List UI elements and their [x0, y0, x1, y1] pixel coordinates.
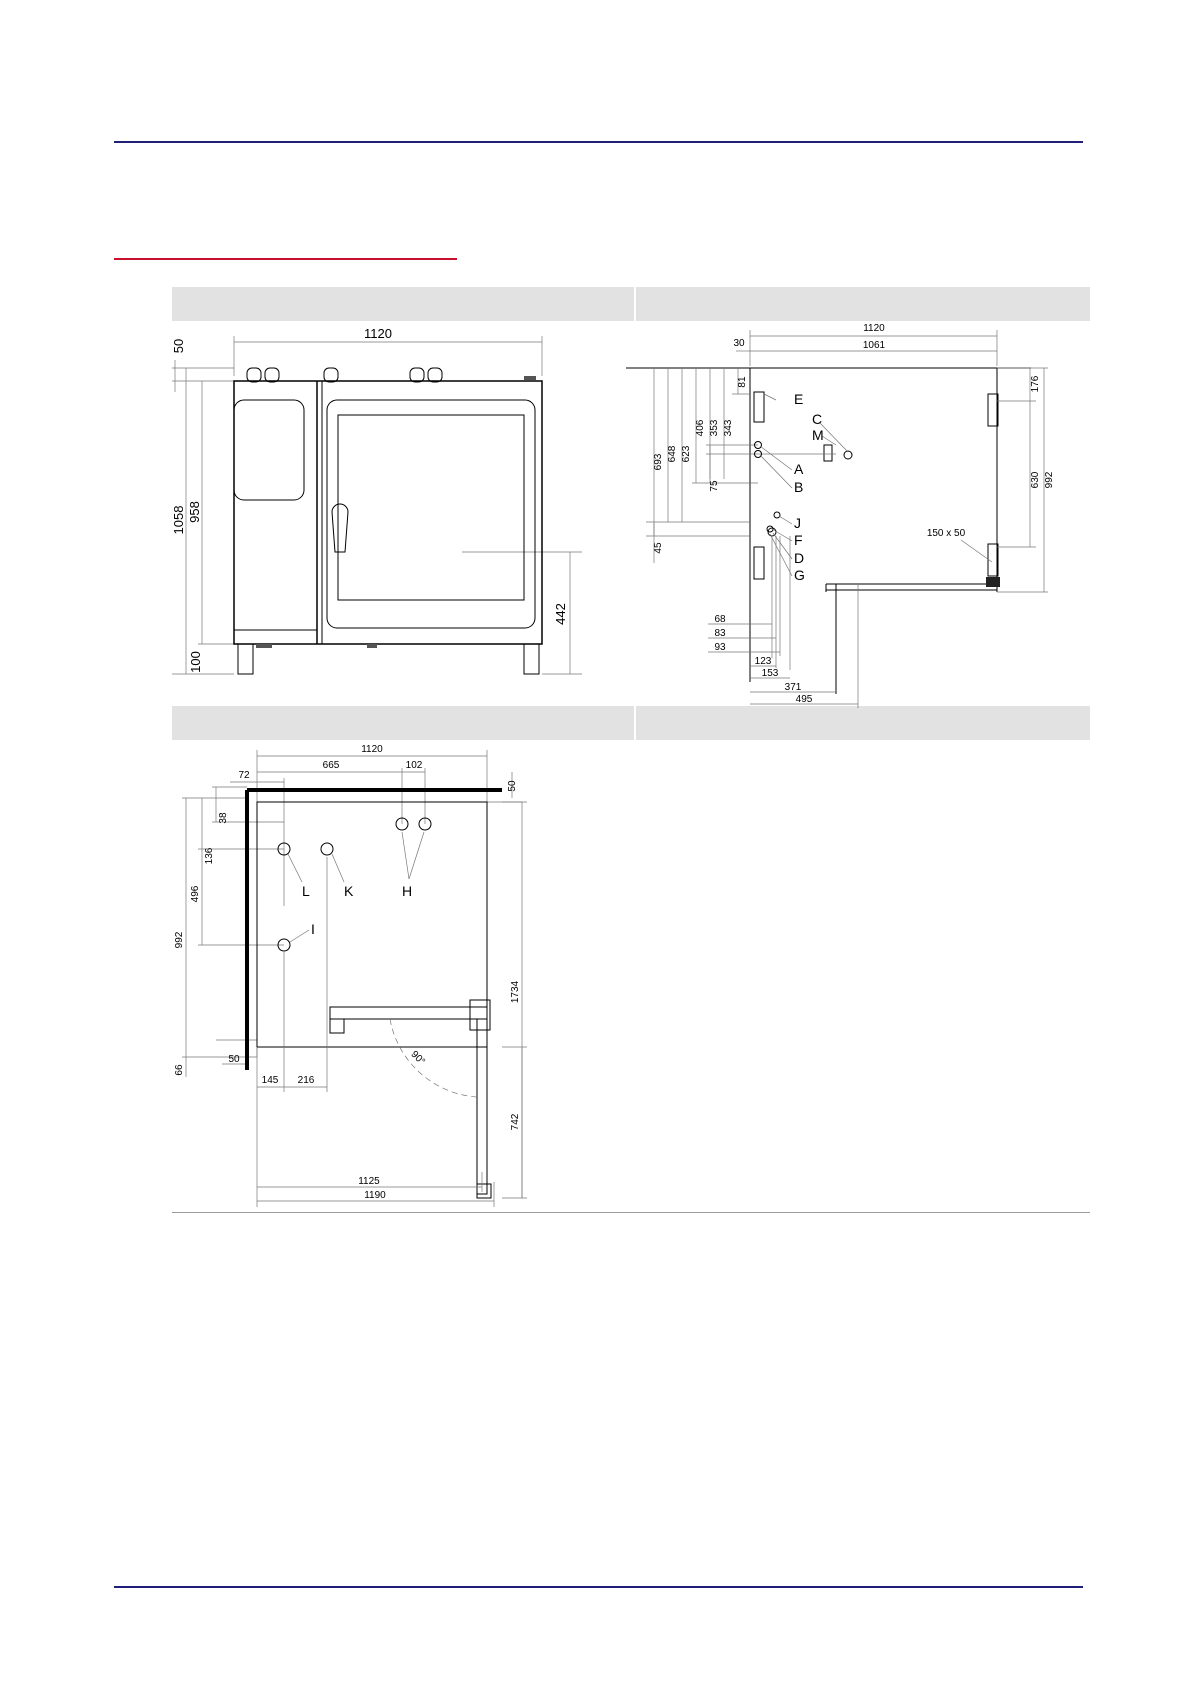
side-dim-343: 343 [723, 419, 734, 437]
label-i: I [311, 921, 315, 937]
vent-slot [754, 392, 764, 422]
label-m: M [812, 427, 824, 443]
section-title-underline [114, 258, 457, 260]
side-dim-93: 93 [714, 642, 726, 653]
top-dim-72: 72 [238, 770, 250, 781]
oven-door [327, 400, 535, 628]
panel-header-empty [636, 706, 1090, 740]
top-dim-angle: 90° [408, 1048, 428, 1068]
panel-header-side [636, 287, 1090, 321]
control-panel [234, 400, 304, 500]
footer-rule [114, 1586, 1083, 1588]
front-dim-legs: 100 [188, 651, 203, 673]
connection-stub [824, 445, 832, 461]
front-dim-body-height: 958 [187, 501, 202, 523]
vent-slot [754, 547, 764, 579]
top-dim-1734: 1734 [510, 980, 521, 1004]
side-dim-353: 353 [709, 419, 720, 437]
side-dim-offset: 30 [733, 338, 745, 349]
side-dim-371: 371 [784, 682, 802, 693]
top-dim-50: 50 [228, 1054, 240, 1065]
top-dim-1190: 1190 [364, 1190, 386, 1201]
connection-c [844, 451, 852, 459]
door-handle [332, 504, 348, 552]
connection-k [321, 843, 333, 855]
top-dim-216: 216 [297, 1075, 315, 1086]
top-dim-742: 742 [510, 1113, 521, 1131]
label-b: B [794, 479, 804, 495]
front-dim-handle-height: 442 [553, 603, 568, 625]
front-dim-width: 1120 [364, 326, 392, 341]
label-g: G [794, 567, 805, 583]
top-dim-145: 145 [261, 1075, 279, 1086]
label-d: D [794, 550, 805, 566]
front-dim-total-height: 1058 [171, 505, 186, 535]
side-dim-992: 992 [1044, 471, 1055, 489]
door-window [338, 415, 524, 600]
foot [524, 644, 539, 674]
side-dim-slot: 150 x 50 [926, 528, 966, 539]
side-dim-495: 495 [795, 694, 813, 705]
top-dim-38: 38 [218, 812, 229, 824]
top-dim-136: 136 [204, 847, 215, 865]
foot [238, 644, 253, 674]
top-knob [324, 368, 338, 382]
side-dim-depth: 1061 [862, 340, 886, 351]
label-h: H [402, 883, 413, 899]
label-l: L [302, 883, 310, 899]
label-a: A [794, 461, 804, 477]
side-dim-83: 83 [714, 628, 726, 639]
label-k: K [344, 883, 354, 899]
side-dim-176: 176 [1030, 375, 1041, 393]
side-dim-630: 630 [1030, 471, 1041, 489]
side-dim-623: 623 [681, 445, 692, 463]
connection-j [774, 512, 780, 518]
side-dim-693: 693 [653, 453, 664, 471]
top-knob [410, 368, 424, 382]
side-dim-75: 75 [709, 480, 720, 492]
top-dim-width: 1120 [361, 744, 383, 755]
side-view-drawing [636, 322, 1066, 704]
door-swing-arc [390, 1019, 477, 1097]
oven-footprint [257, 802, 487, 1047]
top-view-drawing [172, 742, 562, 1207]
front-view-drawing [172, 322, 592, 684]
panel-header-top [172, 706, 634, 740]
side-dim-123: 123 [754, 656, 772, 667]
label-j: J [794, 515, 801, 531]
side-dim-648: 648 [667, 445, 678, 463]
top-dim-50-top: 50 [507, 780, 518, 792]
front-dim-top: 50 [171, 338, 186, 354]
label-c: C [812, 411, 823, 427]
top-dim-1125: 1125 [358, 1176, 380, 1187]
label-f: F [794, 532, 803, 548]
side-dim-68: 68 [714, 614, 726, 625]
side-dim-width: 1120 [863, 323, 885, 334]
top-dim-66: 66 [174, 1064, 185, 1076]
top-dim-665: 665 [322, 760, 340, 771]
top-dim-102: 102 [405, 760, 423, 771]
label-e: E [794, 391, 804, 407]
side-dim-153: 153 [761, 668, 779, 679]
side-dim-406: 406 [695, 419, 706, 437]
side-dim-81: 81 [737, 376, 748, 388]
top-dim-496: 496 [190, 885, 201, 903]
oven-body [234, 381, 542, 644]
panel-header-front [172, 287, 634, 321]
side-dim-45: 45 [653, 542, 664, 554]
door-closed [330, 1007, 487, 1019]
top-knob [247, 368, 261, 382]
top-knob [428, 368, 442, 382]
header-rule [114, 141, 1083, 143]
top-knob [265, 368, 279, 382]
door-open [477, 1019, 487, 1194]
top-dim-992: 992 [174, 931, 185, 949]
content-bottom-rule [172, 1212, 1090, 1213]
